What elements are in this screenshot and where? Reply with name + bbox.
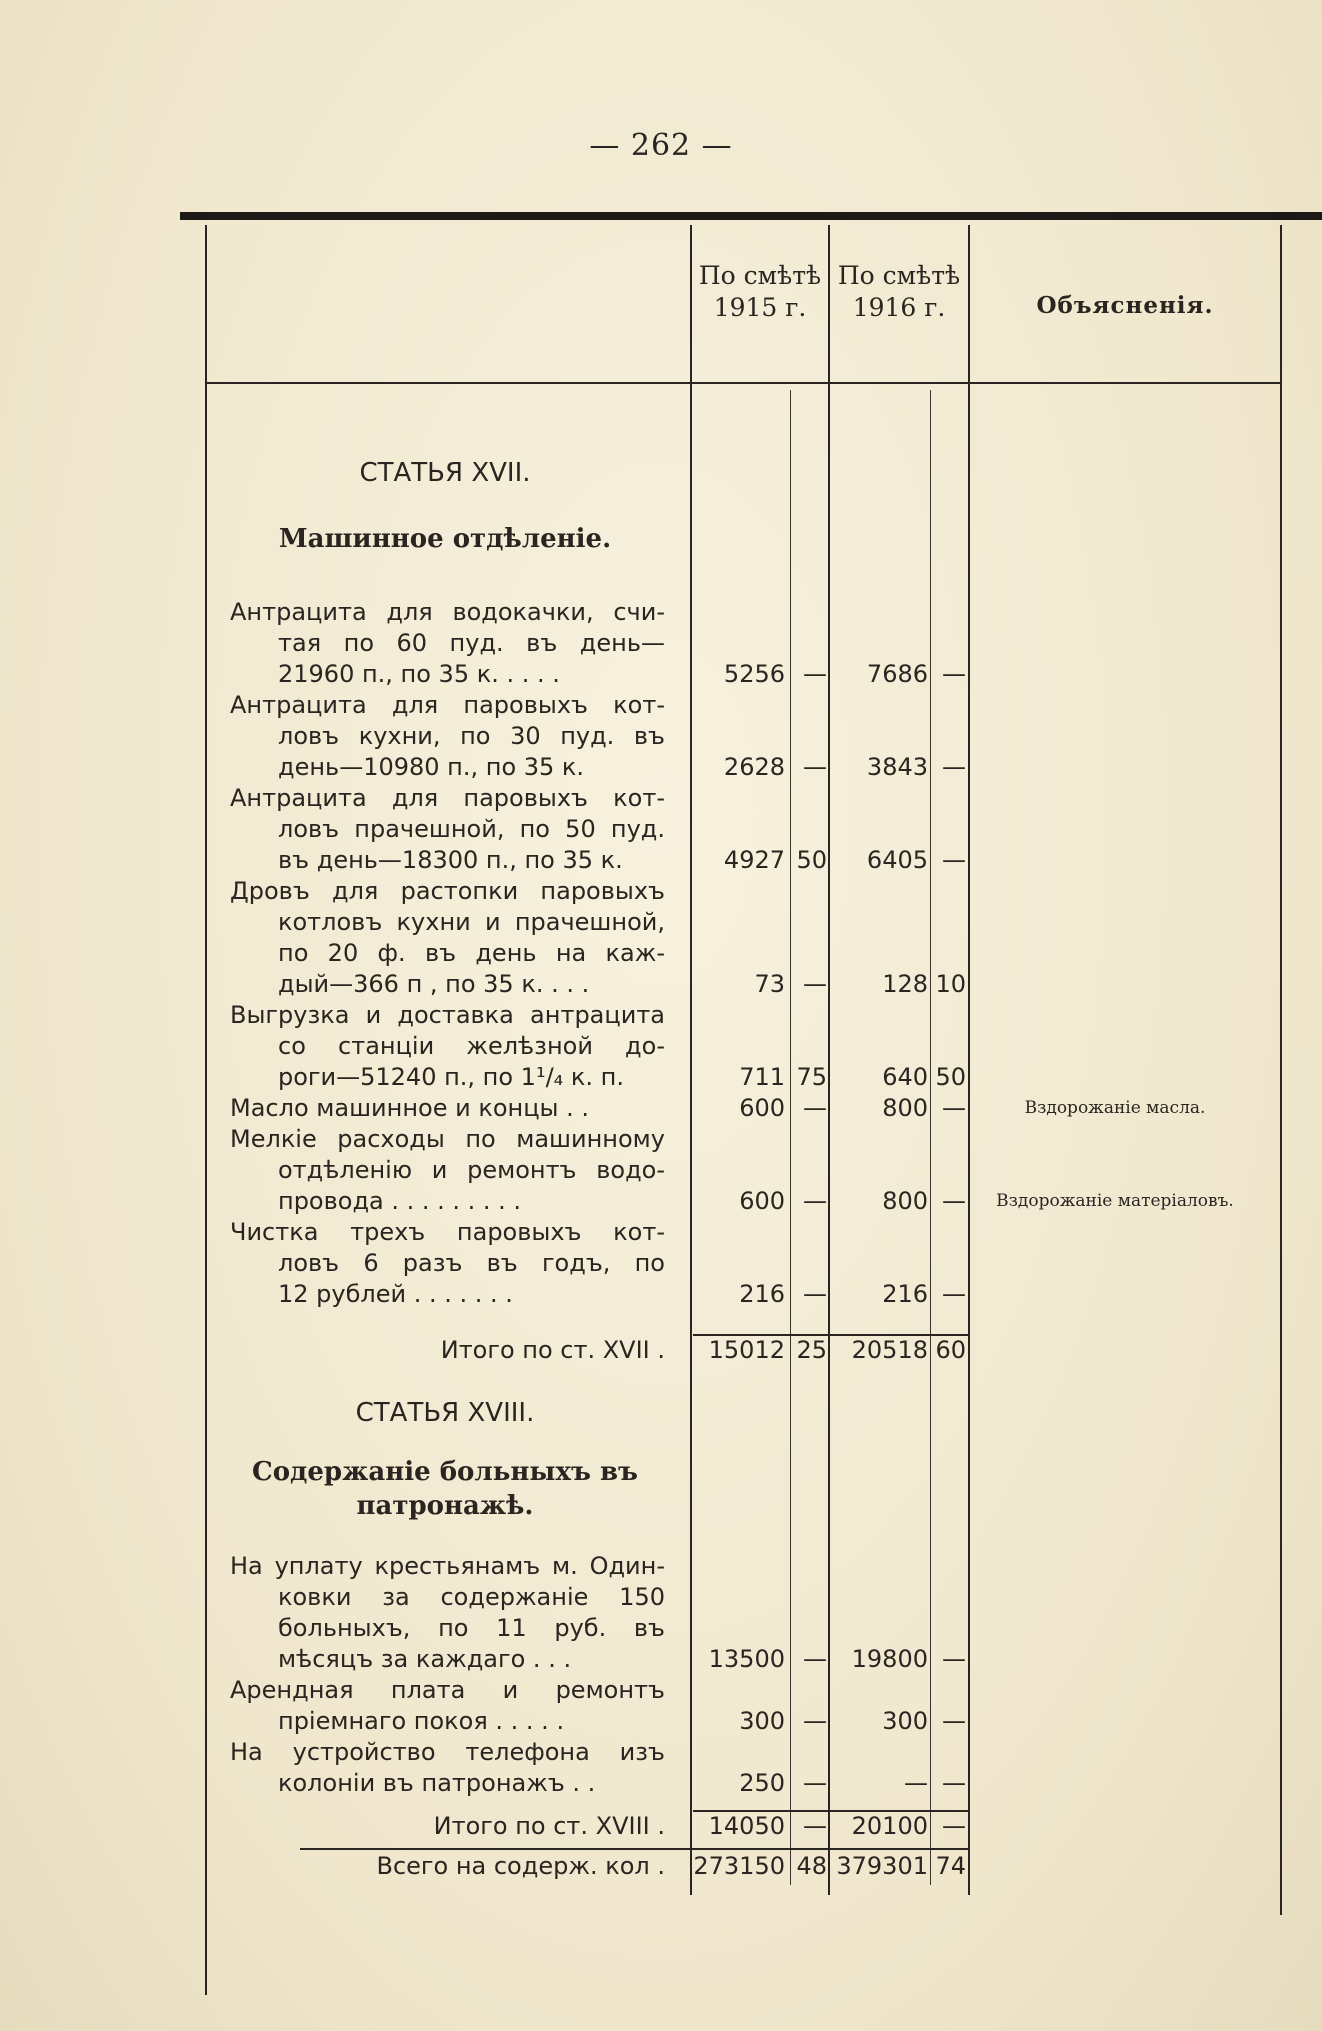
section17-item-3-value-1915: 73: [754, 970, 785, 998]
section17-item-6-line-1: отдѣленію и ремонтъ водо-: [278, 1156, 665, 1184]
section17-total-kop-1915: 25: [796, 1336, 827, 1364]
section17-item-4-line-2: роги—51240 п., по 1¹/₄ к. п.: [278, 1063, 624, 1091]
grand-total-kop-1916: 74: [935, 1852, 966, 1880]
section18-total-1916: 20100: [851, 1812, 928, 1840]
col-line-1916-kop: [930, 390, 931, 1885]
section17-item-3-value-1916: 128: [882, 970, 928, 998]
section17-item-0-kop-1915: —: [803, 660, 827, 688]
section17-item-6-value-1916: 800: [882, 1187, 928, 1215]
section17-item-6-line-2: провода . . . . . . . . .: [278, 1187, 522, 1215]
section18-total-kop-1916: —: [942, 1812, 966, 1840]
section17-item-7-kop-1916: —: [942, 1280, 966, 1308]
section17-item-0-value-1915: 5256: [723, 660, 785, 688]
section17-item-6-note: Вздорожаніе матеріаловъ.: [996, 1191, 1234, 1211]
section17-item-3-kop-1915: —: [803, 970, 827, 998]
grand-total-label: Всего на содерж. кол .: [376, 1852, 665, 1880]
section18-item-2-kop-1916: —: [942, 1769, 966, 1797]
section17-item-1-value-1915: 2628: [723, 753, 785, 781]
section18-item-2-line-0: На устройство телефона изъ: [230, 1738, 665, 1766]
section17-item-6-kop-1916: —: [942, 1187, 966, 1215]
section18-item-0-line-0: На уплату крестьянамъ м. Один-: [230, 1552, 665, 1580]
section17-item-4-value-1915: 711: [739, 1063, 785, 1091]
header-1916: По смѣтѣ 1916 г.: [837, 261, 961, 322]
section17-item-3-line-2: по 20 ф. въ день на каж-: [278, 939, 665, 967]
section17-item-6-line-0: Мелкіе расходы по машинному: [230, 1125, 665, 1153]
section17-subtitle: Машинное отдѣленіе.: [278, 524, 612, 554]
section18-total-kop-1915: —: [803, 1812, 827, 1840]
section17-item-7-value-1916: 216: [882, 1280, 928, 1308]
section18-item-0-value-1916: 19800: [851, 1645, 928, 1673]
section17-item-5-kop-1915: —: [803, 1094, 827, 1122]
frame-right: [1280, 225, 1282, 1915]
section18-title: СТАТЬЯ XVIII.: [355, 1398, 535, 1428]
section17-item-6-value-1915: 600: [739, 1187, 785, 1215]
section18-item-0-value-1915: 13500: [708, 1645, 785, 1673]
header-notes: Объясненія.: [1036, 292, 1214, 319]
grand-total-kop-1915: 48: [796, 1852, 827, 1880]
page-number: — 262 —: [589, 128, 733, 163]
section17-item-2-kop-1915: 50: [796, 846, 827, 874]
section18-item-0-line-2: больныхъ, по 11 руб. въ: [278, 1614, 665, 1642]
section17-item-2-line-1: ловъ прачешной, по 50 пуд.: [278, 815, 665, 843]
section18-subtitle-1: Содержаніе больныхъ въ: [252, 1457, 638, 1487]
col-line-1915-left: [690, 225, 692, 1895]
section17-item-7-value-1915: 216: [739, 1280, 785, 1308]
section17-title: СТАТЬЯ XVII.: [359, 458, 531, 488]
section17-item-5-kop-1916: —: [942, 1094, 966, 1122]
section17-item-3-line-3: дый—366 п , по 35 к. . . .: [278, 970, 590, 998]
section17-item-5-value-1915: 600: [739, 1094, 785, 1122]
section17-item-4-value-1916: 640: [882, 1063, 928, 1091]
section18-item-1-value-1915: 300: [739, 1707, 785, 1735]
section18-item-1-value-1916: 300: [882, 1707, 928, 1735]
section17-item-2-line-2: въ день—18300 п., по 35 к.: [278, 846, 623, 874]
section17-item-0-line-1: тая по 60 пуд. въ день—: [278, 629, 665, 657]
section17-item-0-value-1916: 7686: [866, 660, 928, 688]
section18-total-1915: 14050: [708, 1812, 785, 1840]
section17-item-1-line-0: Антрацита для паровыхъ кот-: [230, 691, 665, 719]
section17-total-1915: 15012: [708, 1336, 785, 1364]
section17-item-1-line-2: день—10980 п., по 35 к.: [278, 753, 585, 781]
section17-item-7-line-1: ловъ 6 разъ въ годъ, по: [278, 1249, 665, 1277]
section17-item-5-line-0: Масло машинное и концы . .: [230, 1094, 589, 1122]
section18-item-0-line-3: мѣсяцъ за каждаго . . .: [278, 1645, 572, 1673]
section17-item-1-kop-1916: —: [942, 753, 966, 781]
section17-item-4-kop-1915: 75: [796, 1063, 827, 1091]
section17-item-1-kop-1915: —: [803, 753, 827, 781]
frame-left: [205, 225, 207, 1995]
section17-item-6-kop-1915: —: [803, 1187, 827, 1215]
section17-item-0-line-0: Антрацита для водокачки, счи-: [230, 598, 665, 626]
section17-item-3-kop-1916: 10: [935, 970, 966, 998]
section17-item-0-kop-1916: —: [942, 660, 966, 688]
section17-item-7-kop-1915: —: [803, 1280, 827, 1308]
grand-total-1915: 273150: [693, 1852, 785, 1880]
col-line-1916-left: [828, 225, 830, 1895]
section17-item-1-line-1: ловъ кухни, по 30 пуд. въ: [278, 722, 665, 750]
section17-item-0-line-2: 21960 п., по 35 к. . . . .: [278, 660, 560, 688]
grand-total-1916: 379301: [836, 1852, 928, 1880]
section17-total-label: Итого по ст. XVII .: [440, 1336, 665, 1364]
section17-item-7-line-2: 12 рублей . . . . . . .: [278, 1280, 513, 1308]
section17-item-4-line-0: Выгрузка и доставка антрацита: [230, 1001, 665, 1029]
top-rule: [180, 212, 1322, 220]
section18-item-1-kop-1915: —: [803, 1707, 827, 1735]
section18-item-1-line-0: Арендная плата и ремонтъ: [230, 1676, 665, 1704]
section18-item-0-line-1: ковки за содержаніе 150: [278, 1583, 665, 1611]
section17-item-2-kop-1916: —: [942, 846, 966, 874]
section18-item-1-kop-1916: —: [942, 1707, 966, 1735]
col-line-notes-left: [968, 225, 970, 1895]
section18-item-0-kop-1915: —: [803, 1645, 827, 1673]
header-1915: По смѣтѣ 1915 г.: [698, 261, 822, 322]
section17-item-7-line-0: Чистка трехъ паровыхъ кот-: [230, 1218, 665, 1246]
section17-item-2-line-0: Антрацита для паровыхъ кот-: [230, 784, 665, 812]
section17-item-2-value-1915: 4927: [723, 846, 785, 874]
section17-item-4-line-1: со станціи желѣзной до-: [278, 1032, 665, 1060]
section18-item-2-kop-1915: —: [803, 1769, 827, 1797]
section17-item-3-line-1: котловъ кухни и прачешной,: [278, 908, 665, 936]
section17-total-kop-1916: 60: [935, 1336, 966, 1364]
col-line-1915-kop: [790, 390, 791, 1885]
section17-item-5-note: Вздорожаніе масла.: [1024, 1098, 1206, 1118]
section18-item-2-line-1: колоніи въ патронажъ . .: [278, 1769, 596, 1797]
section17-item-4-kop-1916: 50: [935, 1063, 966, 1091]
section17-item-2-value-1916: 6405: [866, 846, 928, 874]
section17-item-5-value-1916: 800: [882, 1094, 928, 1122]
section18-total-label: Итого по ст. XVIII .: [433, 1812, 665, 1840]
section17-total-1916: 20518: [851, 1336, 928, 1364]
section18-item-1-line-1: пріемнаго покоя . . . . .: [278, 1707, 565, 1735]
header-rule: [205, 382, 1280, 384]
section18-subtitle-2: патронажѣ.: [356, 1491, 534, 1521]
section18-item-2-value-1916: —: [904, 1769, 928, 1797]
section18-item-0-kop-1916: —: [942, 1645, 966, 1673]
section17-item-1-value-1916: 3843: [866, 753, 928, 781]
grand-total-rule: [300, 1848, 968, 1850]
section18-item-2-value-1915: 250: [739, 1769, 785, 1797]
section17-item-3-line-0: Дровъ для растопки паровыхъ: [230, 877, 665, 905]
